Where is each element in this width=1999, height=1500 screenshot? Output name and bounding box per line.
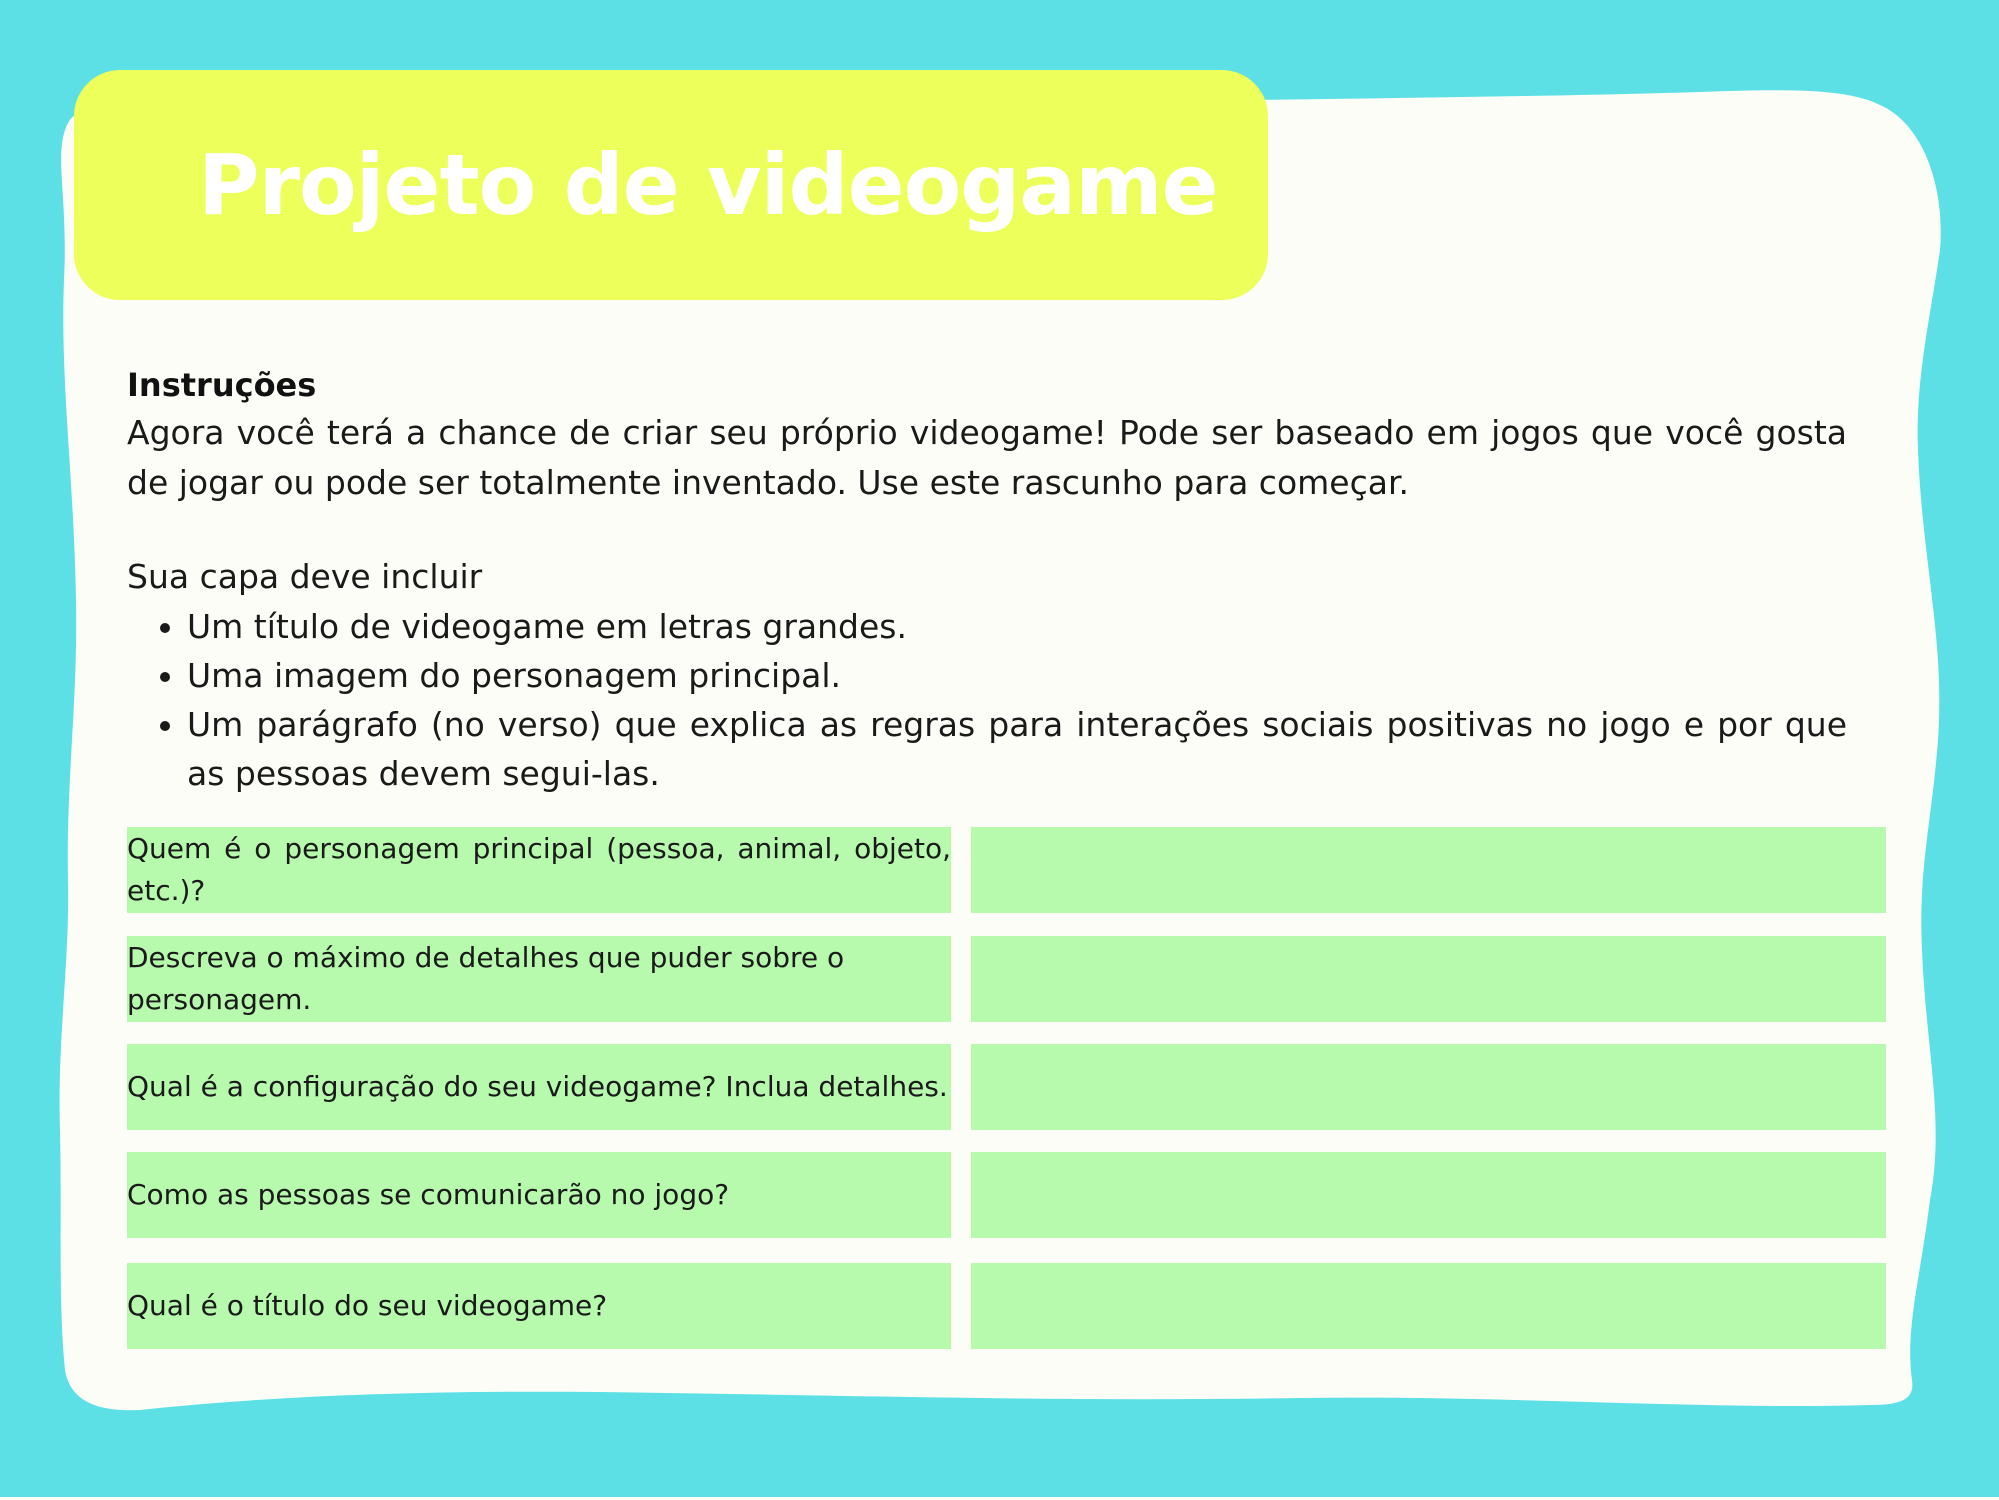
list-item: • Uma imagem do personagem principal. xyxy=(187,651,1847,700)
instructions-heading: Instruções xyxy=(127,366,317,404)
question-text: Como as pessoas se comunicarão no jogo? xyxy=(127,1178,730,1211)
answer-field[interactable] xyxy=(971,1152,1886,1238)
list-item: • Um título de videogame em letras grandes. xyxy=(187,602,1847,651)
answer-field[interactable] xyxy=(971,827,1886,913)
question-row xyxy=(127,936,1886,1022)
question-text: Descreva o máximo de detalhes que puder sobre o personagem. xyxy=(127,941,845,1016)
answer-field[interactable] xyxy=(971,1263,1886,1349)
question-row xyxy=(127,1263,1886,1349)
question-text: Qual é o título do seu videogame? xyxy=(127,1289,608,1322)
list-item: • Um parágrafo (no verso) que explica as regras para interações sociais positivas no jogo e por que as pessoas devem segui-las. xyxy=(187,700,1847,798)
instructions-paragraph: Agora você terá a chance de criar seu próprio videogame! Pode ser baseado em jogos que você gosta de jogar ou pode ser totalmente inventado. Use este rascunho para começar. xyxy=(127,413,1847,502)
answer-field[interactable] xyxy=(971,936,1886,1022)
question-text: Qual é a configuração do seu videogame? Inclua detalhes. xyxy=(127,1070,948,1103)
title-banner xyxy=(74,70,1268,300)
question-text: Quem é o personagem principal (pessoa, animal, objeto, etc.)? xyxy=(127,832,951,907)
question-row xyxy=(127,827,1886,913)
spacer xyxy=(127,508,1847,552)
question-row xyxy=(127,1152,1886,1238)
question-cell xyxy=(127,1263,951,1349)
answer-field[interactable] xyxy=(971,1044,1886,1130)
page-title: Projeto de videogame xyxy=(198,136,1218,234)
question-cell xyxy=(127,1044,951,1130)
question-cell xyxy=(127,936,951,1022)
list-intro: Sua capa deve incluir xyxy=(127,557,483,596)
question-cell xyxy=(127,1152,951,1238)
question-cell xyxy=(127,827,951,913)
requirements-list xyxy=(127,602,1847,798)
question-row xyxy=(127,1044,1886,1130)
instructions-section xyxy=(127,362,1847,798)
